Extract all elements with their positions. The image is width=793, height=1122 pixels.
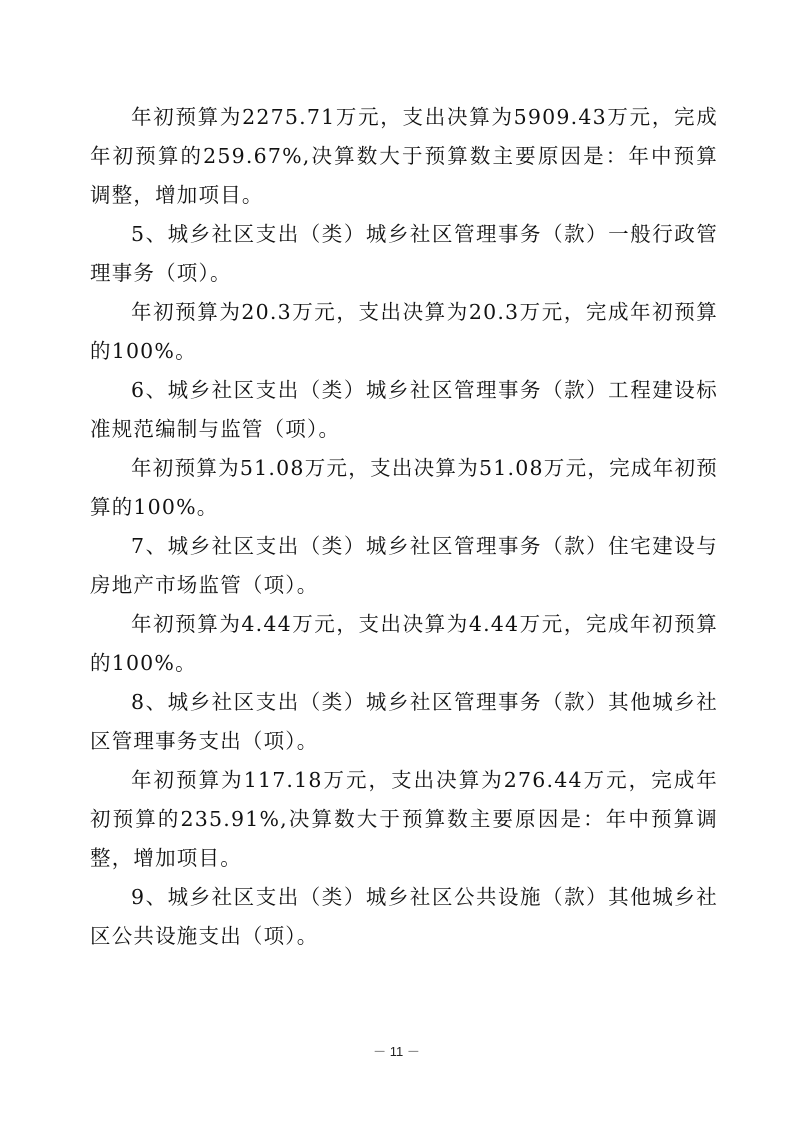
paragraph-item-6-heading: 6、城乡社区支出（类）城乡社区管理事务（款）工程建设标准规范编制与监管（项）。 [90,378,718,441]
paragraph-item-7-budget: 年初预算为4.44万元，支出决算为4.44万元，完成年初预算的100%。 [90,612,718,675]
paragraph-item-7-heading: 7、城乡社区支出（类）城乡社区管理事务（款）住宅建设与房地产市场监管（项）。 [90,534,718,597]
page-number: － 11 － [373,1044,420,1059]
paragraph-item-8-heading: 8、城乡社区支出（类）城乡社区管理事务（款）其他城乡社区管理事务支出（项）。 [90,690,718,753]
paragraph-item-8-budget: 年初预算为117.18万元，支出决算为276.44万元，完成年初预算的235.91%,决算数大于预算数主要原因是：年中预算调整，增加项目。 [90,768,718,870]
paragraph-item-5-budget: 年初预算为20.3万元，支出决算为20.3万元，完成年初预算的100%。 [90,300,718,363]
paragraph-item-5-heading: 5、城乡社区支出（类）城乡社区管理事务（款）一般行政管理事务（项）。 [90,222,718,285]
paragraph-item-6-budget: 年初预算为51.08万元，支出决算为51.08万元，完成年初预算的100%。 [90,456,718,519]
document-body [90,98,718,956]
paragraph-budget-summary: 年初预算为2275.71万元，支出决算为5909.43万元，完成年初预算的259.67%,决算数大于预算数主要原因是：年中预算调整，增加项目。 [90,105,718,207]
paragraph-item-9-heading: 9、城乡社区支出（类）城乡社区公共设施（款）其他城乡社区公共设施支出（项）。 [90,885,718,948]
